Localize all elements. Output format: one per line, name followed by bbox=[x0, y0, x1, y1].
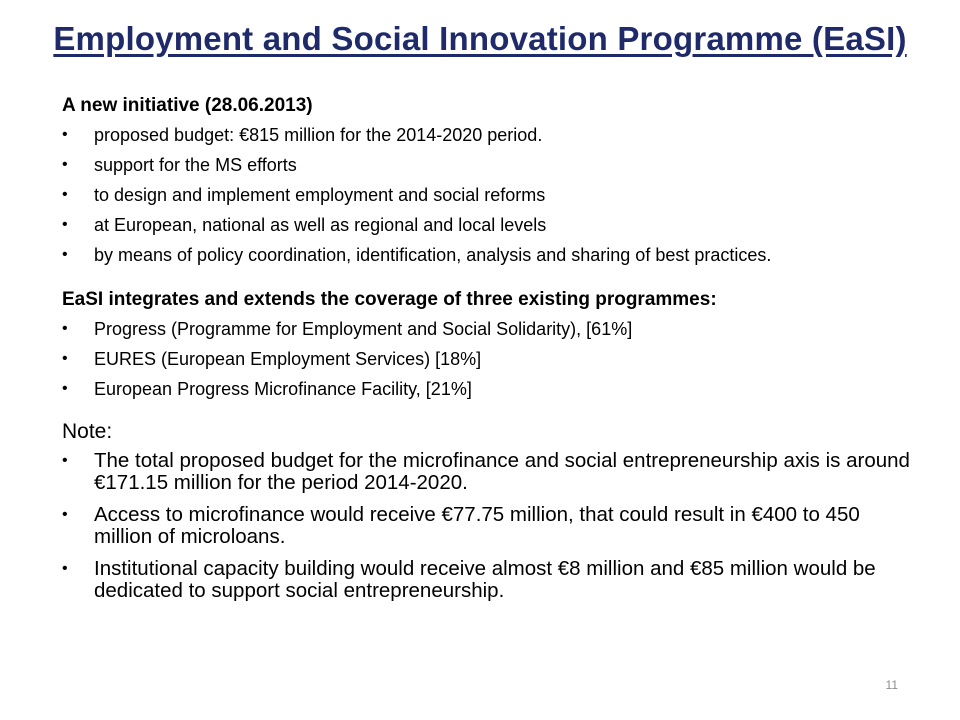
list-item-text: Progress (Programme for Employment and Social Solidarity), [61%] bbox=[94, 319, 633, 339]
bullet-icon: • bbox=[62, 156, 68, 173]
bullet-icon: • bbox=[62, 246, 68, 263]
list-item-text: at European, national as well as regional and local levels bbox=[94, 215, 547, 235]
list-item bbox=[62, 504, 912, 548]
list-item-text: The total proposed budget for the microfinance and social entrepreneurship axis is around €171.15 million for the period 2014-2020. bbox=[94, 449, 910, 494]
section2-heading: EaSI integrates and extends the coverage of three existing programmes: bbox=[62, 289, 717, 310]
list-item bbox=[62, 348, 912, 370]
list-item-text: to design and implement employment and social reforms bbox=[94, 185, 546, 205]
bullet-icon: • bbox=[62, 126, 68, 143]
list-item-text: proposed budget: €815 million for the 2014-2020 period. bbox=[94, 125, 543, 145]
bullet-icon: • bbox=[62, 506, 68, 523]
slide-title: Employment and Social Innovation Programme (EaSI) bbox=[53, 20, 907, 57]
list-item bbox=[62, 154, 912, 176]
list-item-text: Institutional capacity building would receive almost €8 million and €85 million would be dedicated to support social entrepreneurship. bbox=[94, 557, 876, 602]
page-number: 11 bbox=[885, 678, 898, 692]
list-item-text: support for the MS efforts bbox=[94, 155, 297, 175]
list-item bbox=[62, 450, 912, 494]
list-item-text: European Progress Microfinance Facility, [21%] bbox=[94, 379, 472, 399]
list-item bbox=[62, 244, 912, 266]
bullet-icon: • bbox=[62, 452, 68, 469]
list-item bbox=[62, 184, 912, 206]
section1-heading: A new initiative (28.06.2013) bbox=[62, 95, 313, 116]
list-item-text: Access to microfinance would receive €77.75 million, that could result in €400 to 450 million of microloans. bbox=[94, 503, 860, 548]
note-list bbox=[62, 450, 912, 602]
section1-list bbox=[62, 124, 912, 266]
bullet-icon: • bbox=[62, 350, 68, 367]
list-item bbox=[62, 124, 912, 146]
note-heading: Note: bbox=[62, 420, 113, 443]
bullet-icon: • bbox=[62, 380, 68, 397]
slide-content bbox=[62, 94, 912, 612]
bullet-icon: • bbox=[62, 320, 68, 337]
list-item-text: by means of policy coordination, identification, analysis and sharing of best practices. bbox=[94, 245, 772, 265]
bullet-icon: • bbox=[62, 186, 68, 203]
list-item bbox=[62, 214, 912, 236]
section2-list bbox=[62, 318, 912, 400]
list-item bbox=[62, 558, 912, 602]
bullet-icon: • bbox=[62, 216, 68, 233]
list-item bbox=[62, 378, 912, 400]
bullet-icon: • bbox=[62, 560, 68, 577]
list-item bbox=[62, 318, 912, 340]
list-item-text: EURES (European Employment Services) [18%] bbox=[94, 349, 482, 369]
